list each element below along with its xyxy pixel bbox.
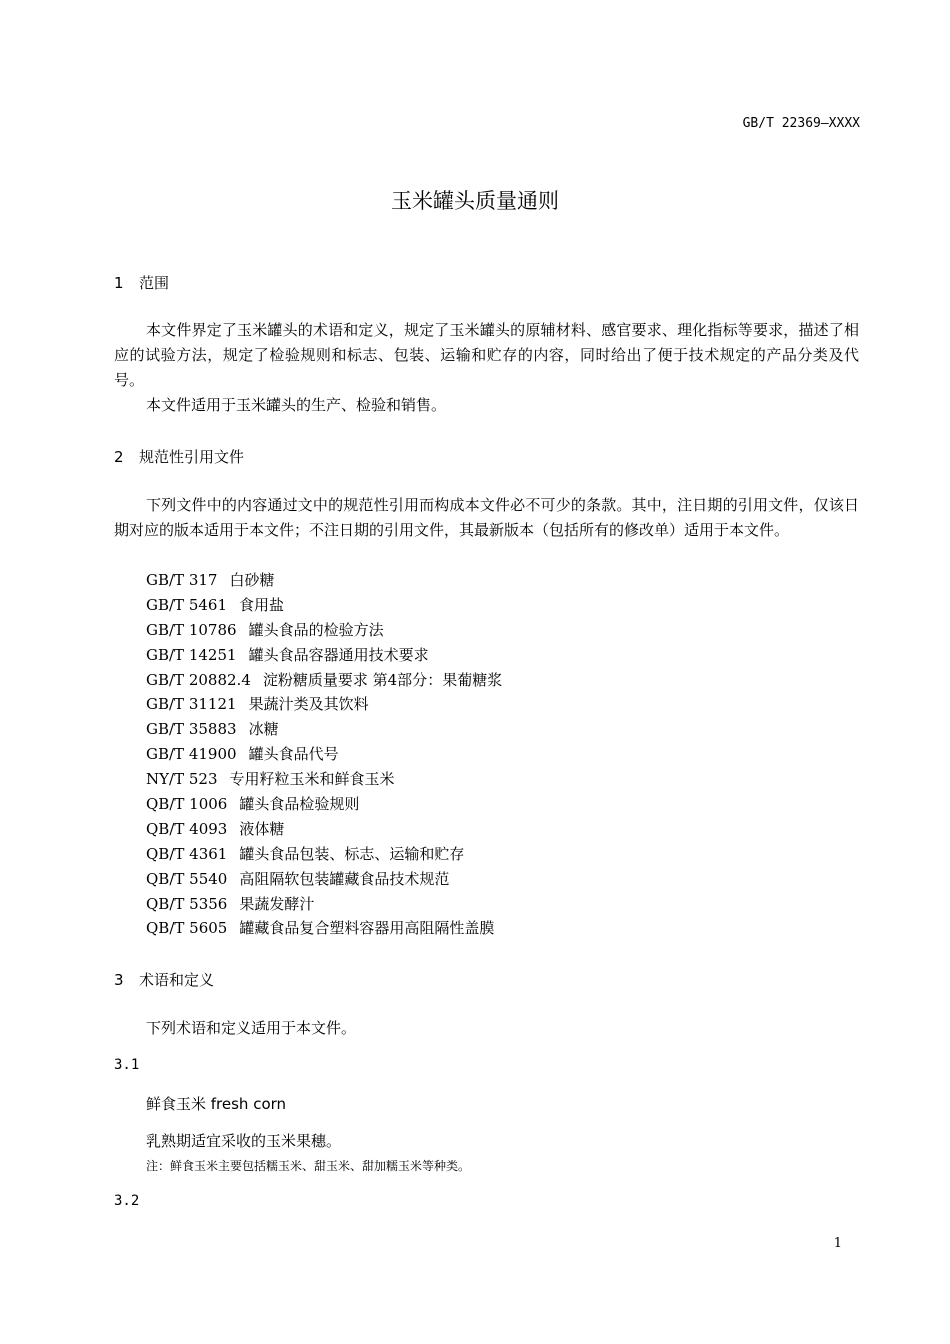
section-1-paragraph: 本文件界定了玉米罐头的术语和定义，规定了玉米罐头的原辅材料、感官要求、理化指标等要求，描述了相应的试验方法，规定了检验规则和标志、包装、运输和贮存的内容，同时给出了便于技术规定的产品分类及代号。 [114,321,859,389]
reference-item [146,668,502,693]
reference-code: GB/T 31121 [146,695,237,714]
reference-code: QB/T 4093 [146,819,228,838]
reference-code: GB/T 35883 [146,720,237,739]
reference-title: 罐藏食品复合塑料容器用高阻隔性盖膜 [239,919,495,938]
document-code: GB/T 22369—XXXX [742,116,860,131]
reference-title: 果蔬发酵汁 [239,894,315,913]
term-3-1-name: 鲜食玉米 fresh corn [146,1095,287,1113]
reference-code: GB/T 20882.4 [146,670,251,689]
reference-code: GB/T 41900 [146,745,237,764]
page-number: 1 [833,1236,842,1251]
section-2-number: 2 [114,448,124,466]
section-2-heading [114,446,244,467]
reference-item [146,867,502,892]
section-3-heading [114,969,214,990]
reference-item [146,892,502,917]
reference-item [146,618,502,643]
reference-item [146,568,502,593]
reference-list [146,568,502,941]
reference-title: 白砂糖 [229,571,275,589]
section-2-intro: 下列文件中的内容通过文中的规范性引用而构成本文件必不可少的条款。其中，注日期的引用文件，仅该日期对应的版本适用于本文件；不注日期的引用文件，其最新版本（包括所有的修改单）适用于本文件。 [114,496,859,539]
reference-title: 果蔬汁类及其饮料 [248,695,369,714]
reference-code: QB/T 5540 [146,869,228,888]
section-1-heading [114,272,169,293]
term-3-2-number: 3.2 [114,1193,140,1209]
reference-item [146,692,502,717]
reference-code: QB/T 1006 [146,795,228,814]
term-3-1-note: 注：鲜食玉米主要包括糯玉米、甜玉米、甜加糯玉米等种类。 [146,1159,471,1173]
section-1-scope-paragraph: 本文件适用于玉米罐头的生产、检验和销售。 [146,396,447,414]
reference-title: 专用籽粒玉米和鲜食玉米 [229,770,395,789]
section-3-number: 3 [114,971,124,989]
reference-item [146,742,502,767]
page-title: 玉米罐头质量通则 [391,189,559,213]
reference-title: 罐头食品的检验方法 [248,620,384,639]
reference-item [146,817,502,842]
section-1-number: 1 [114,274,124,292]
term-3-1-number: 3.1 [114,1057,140,1073]
section-2-title: 规范性引用文件 [139,448,245,466]
reference-item [146,916,502,941]
reference-code: NY/T 523 [146,770,218,789]
reference-item [146,643,502,668]
reference-title: 高阻隔软包装罐藏食品技术规范 [239,869,450,888]
reference-code: GB/T 317 [146,571,218,589]
reference-title: 罐头食品容器通用技术要求 [248,645,429,664]
section-1-title: 范围 [139,274,170,292]
reference-title: 冰糖 [248,720,279,739]
reference-title: 罐头食品代号 [248,745,339,764]
reference-item [146,593,502,618]
term-3-1-definition: 乳熟期适宜采收的玉米果穗。 [146,1132,342,1150]
reference-code: QB/T 5356 [146,894,228,913]
reference-code: QB/T 5605 [146,919,228,938]
reference-item [146,717,502,742]
reference-code: QB/T 4361 [146,844,228,863]
reference-code: GB/T 10786 [146,620,237,639]
reference-item [146,842,502,867]
reference-title: 罐头食品包装、标志、运输和贮存 [239,844,465,863]
reference-item [146,792,502,817]
reference-title: 罐头食品检验规则 [239,795,360,814]
reference-item [146,767,502,792]
reference-code: GB/T 14251 [146,645,237,664]
reference-title: 液体糖 [239,819,285,838]
reference-title: 食用盐 [239,595,285,614]
reference-title: 淀粉糖质量要求 第4部分：果葡糖浆 [262,670,503,689]
section-3-intro: 下列术语和定义适用于本文件。 [146,1019,357,1037]
section-3-title: 术语和定义 [139,971,215,989]
reference-code: GB/T 5461 [146,595,228,614]
